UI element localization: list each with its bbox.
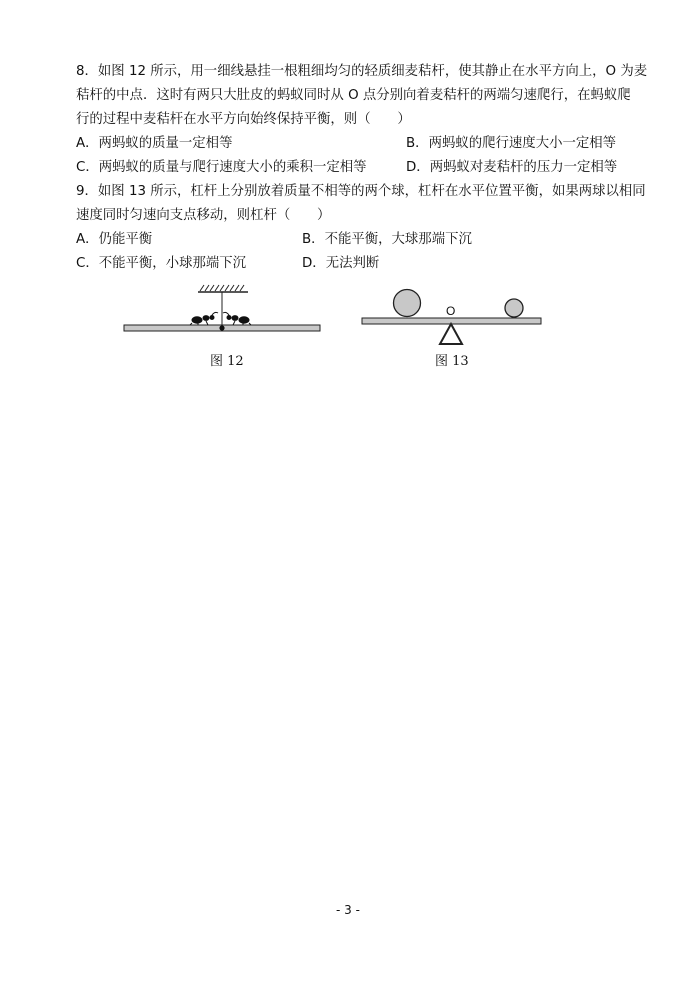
left-ant — [190, 312, 218, 325]
q8-option-a: A．两蚂蚁的质量一定相等 — [76, 136, 233, 151]
q8-option-d: D．两蚂蚁对麦秸杆的压力一定相等 — [406, 160, 618, 175]
figure-12-straw-ants — [120, 280, 325, 340]
q8-option-c: C．两蚂蚁的质量与爬行速度大小的乘积一定相等 — [76, 160, 367, 175]
ceiling-hatch — [198, 285, 248, 292]
q9-option-a: A．仍能平衡 — [76, 232, 153, 247]
q9-option-c: C．不能平衡，小球那端下沉 — [76, 256, 247, 271]
q8-line-2: 秸杆的中点．这时有两只大肚皮的蚂蚁同时从 O 点分别向着麦秸杆的两端匀速爬行，在蚂蚁爬 — [76, 88, 631, 103]
figure-12-caption: 图 12 — [210, 354, 244, 369]
fulcrum-triangle — [440, 324, 462, 344]
q9-option-b: B．不能平衡，大球那端下沉 — [302, 232, 472, 247]
q9-option-d: D．无法判断 — [302, 256, 380, 271]
q8-line-1: 8．如图 12 所示，用一细线悬挂一根粗细均匀的轻质细麦秸杆，使其静止在水平方向上，O 为麦 — [76, 64, 648, 79]
page-number: - 3 - — [336, 903, 360, 917]
small-ball — [505, 299, 523, 317]
figure-13-lever-balls — [358, 282, 546, 346]
right-ant — [223, 312, 251, 325]
pivot-label: O — [446, 304, 456, 318]
figure-13-caption: 图 13 — [435, 354, 469, 369]
large-ball — [394, 290, 421, 317]
q9-line-1: 9．如图 13 所示，杠杆上分别放着质量不相等的两个球，杠杆在水平位置平衡，如果两球以相同 — [76, 184, 646, 199]
q8-option-b: B．两蚂蚁的爬行速度大小一定相等 — [406, 136, 617, 151]
q9-line-2: 速度同时匀速向支点移动，则杠杆（ ） — [76, 208, 331, 223]
pivot-point — [219, 325, 224, 330]
q8-line-3: 行的过程中麦秸杆在水平方向始终保持平衡，则（ ） — [76, 112, 411, 127]
